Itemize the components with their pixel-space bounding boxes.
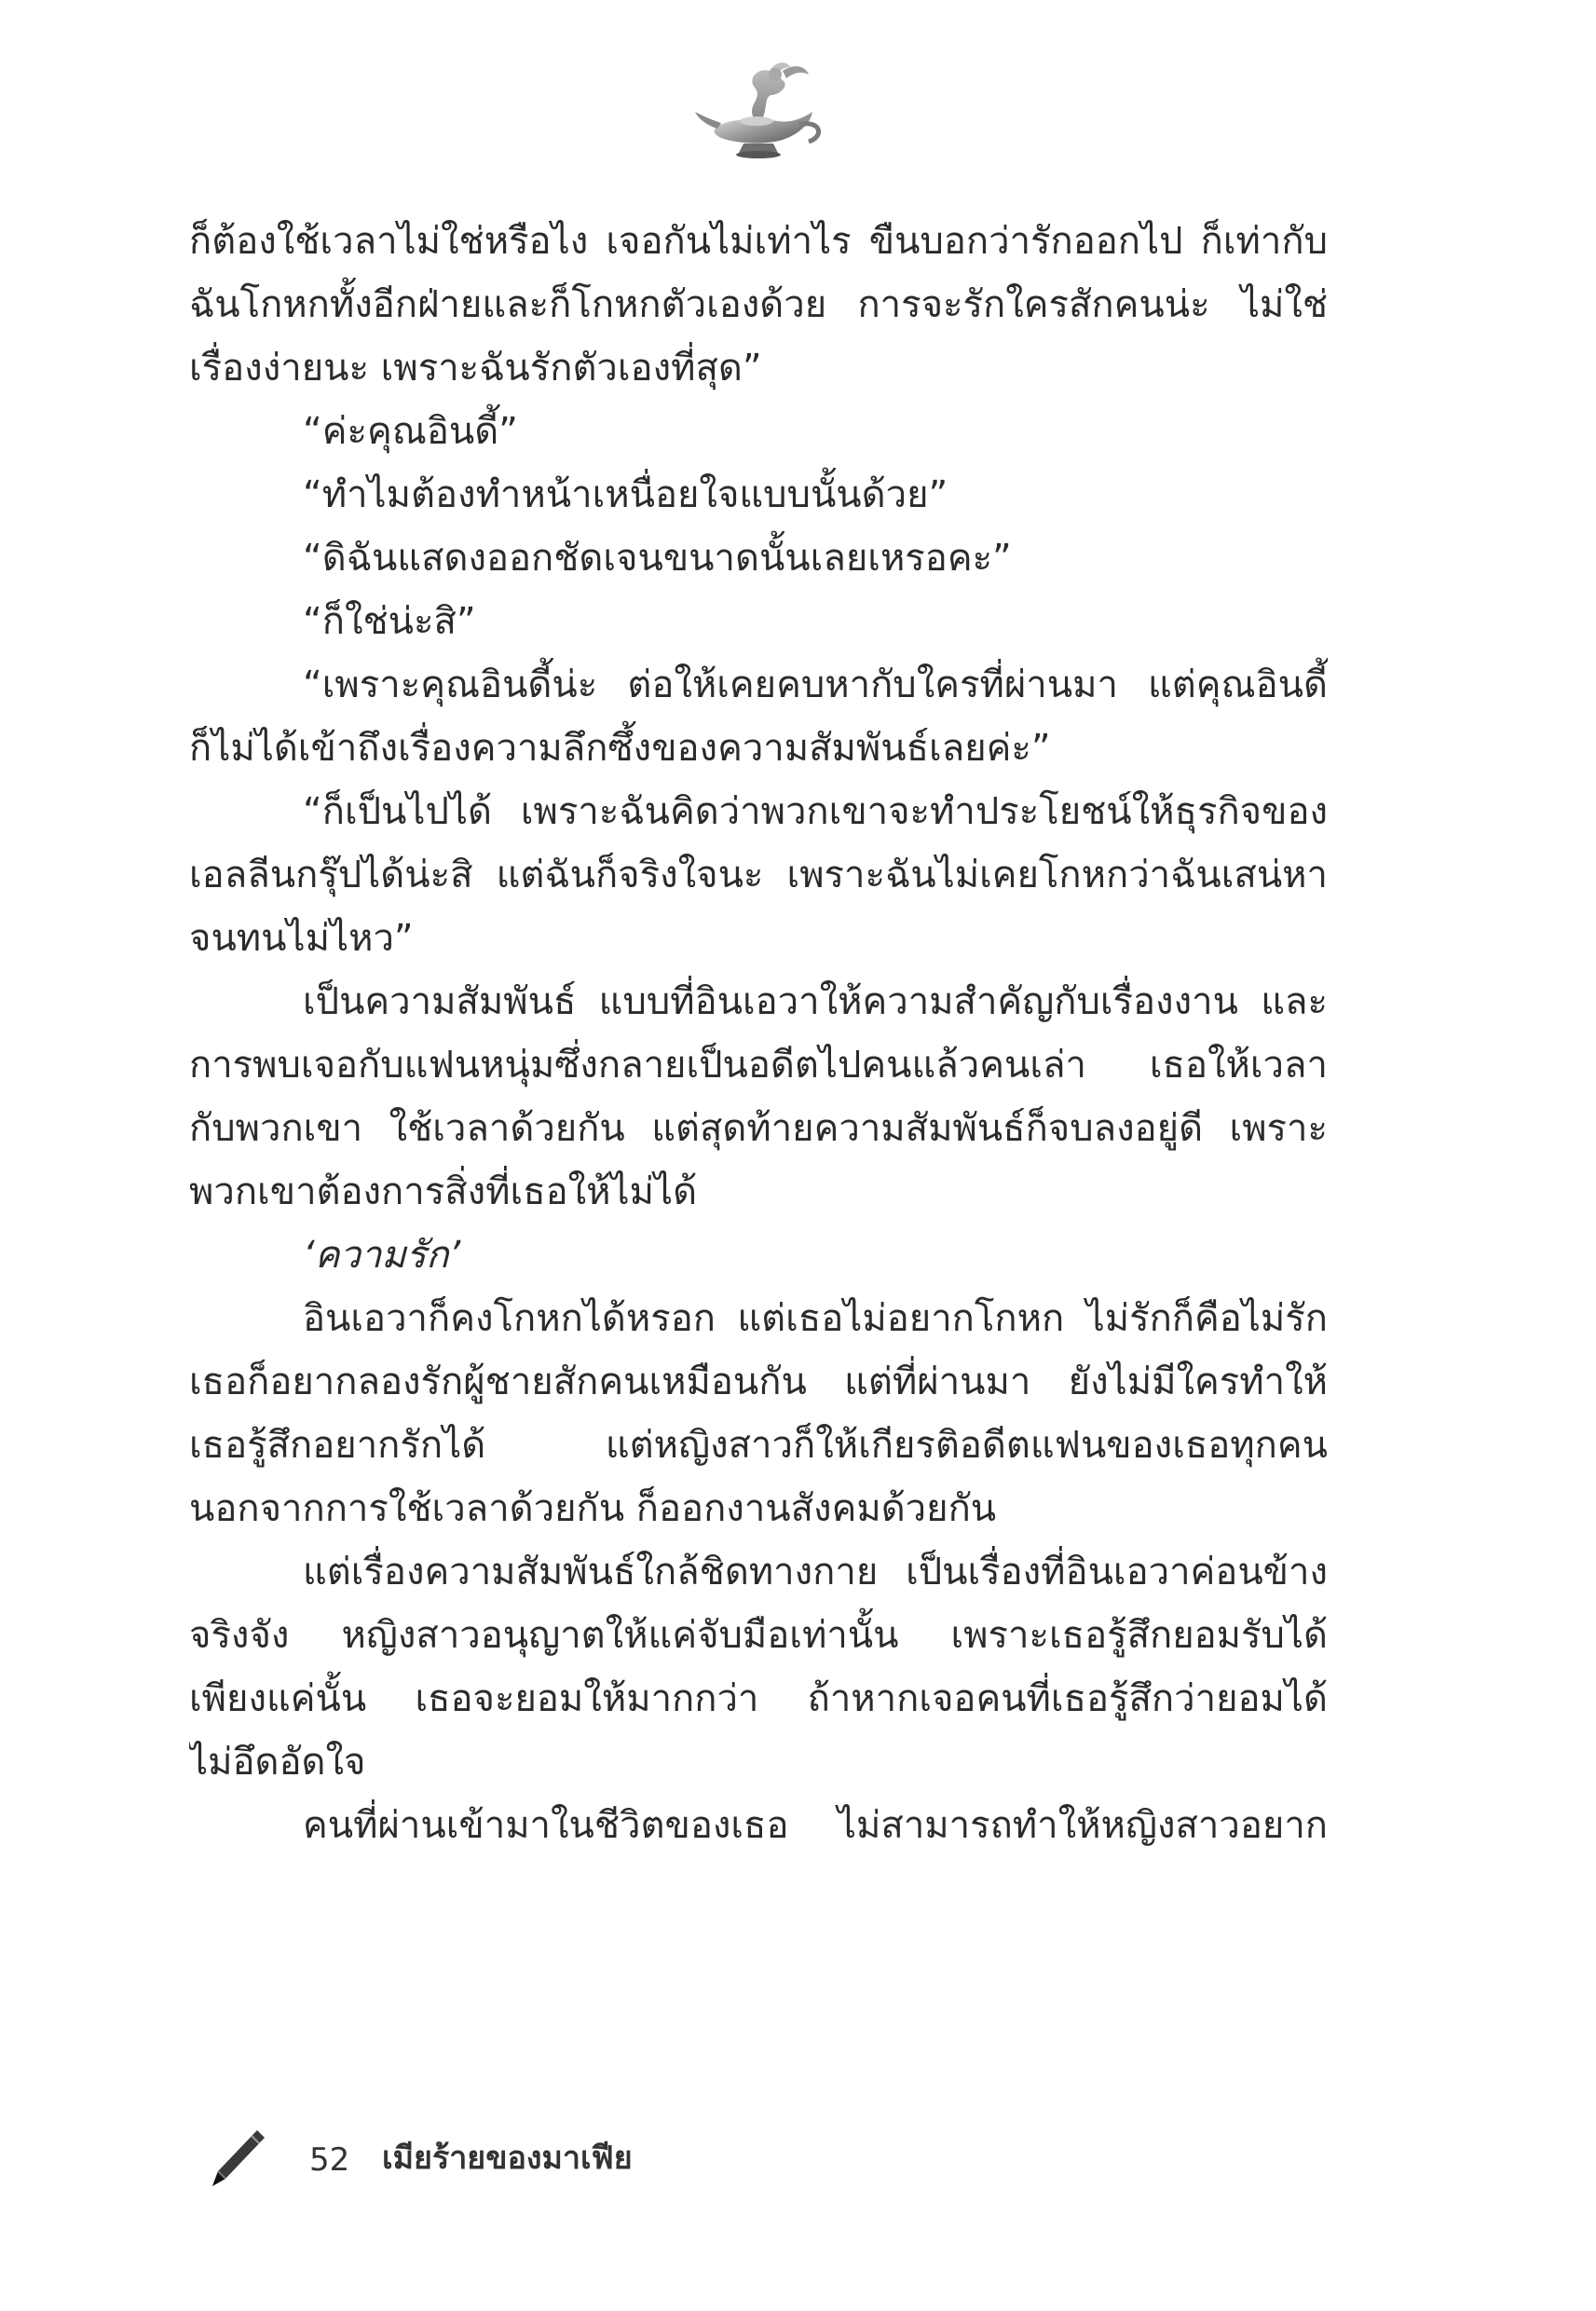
body-line: เธอรู้สึกอยากรักได้ แต่หญิงสาวก็ให้เกียรติอดีตแฟนของเธอทุกคน [189,1424,1328,1467]
book-title: เมียร้ายของมาเฟีย [382,2140,633,2177]
body-line: เรื่องง่ายนะ เพราะฉันรักตัวเองที่สุด” [189,347,762,390]
body-line: ก็ต้องใช้เวลาไม่ใช่หรือไง เจอกันไม่เท่าไร ขืนบอกว่ารักออกไป ก็เท่ากับ [189,220,1328,263]
body-line: จนทนไม่ไหว” [189,917,414,960]
body-line: แต่เรื่องความสัมพันธ์ใกล้ชิดทางกาย เป็นเรื่องที่อินเอวาค่อนข้าง [303,1551,1328,1593]
body-line: กับพวกเขา ใช้เวลาด้วยกัน แต่สุดท้ายความสัมพันธ์ก็จบลงอยู่ดี เพราะ [189,1107,1328,1150]
body-line: คนที่ผ่านเข้ามาในชีวิตของเธอ ไม่สามารถทำให้หญิงสาวอยาก [303,1804,1328,1847]
body-line: “ค่ะคุณอินดี้” [303,410,518,453]
body-line: ฉันโกหกทั้งอีกฝ่ายและก็โกหกตัวเองด้วย การจะรักใครสักคนน่ะ ไม่ใช่ [189,283,1328,326]
body-line: “เพราะคุณอินดี้น่ะ ต่อให้เคยคบหากับใครที่ผ่านมา แต่คุณอินดี้ [303,663,1328,706]
body-line: “ทำไมต้องทำหน้าเหนื่อยใจแบบนั้นด้วย” [303,473,948,516]
body-line: อินเอวาก็คงโกหกได้หรอก แต่เธอไม่อยากโกหก ไม่รักก็คือไม่รัก [303,1297,1328,1340]
body-line: พวกเขาต้องการสิ่งที่เธอให้ไม่ได้ [189,1170,698,1213]
body-text [189,210,1328,1857]
body-line: เอลลีนกรุ๊ปได้น่ะสิ แต่ฉันก็จริงใจนะ เพราะฉันไม่เคยโกหกว่าฉันเสน่หา [189,854,1328,896]
body-line: “ก็ใช่น่ะสิ” [303,600,476,643]
body-line: การพบเจอกับแฟนหนุ่มซึ่งกลายเป็นอดีตไปคนแล้วคนเล่า เธอให้เวลา [189,1044,1328,1087]
genie-lamp-icon [689,54,829,164]
pen-icon [205,2125,270,2190]
body-line: ก็ไม่ได้เข้าถึงเรื่องความลึกซึ้งของความสัมพันธ์เลยค่ะ” [189,727,1051,770]
body-line: จริงจัง หญิงสาวอนุญาตให้แค่จับมือเท่านั้น เพราะเธอรู้สึกยอมรับได้ [189,1614,1328,1657]
body-line: เป็นความสัมพันธ์ แบบที่อินเอวาให้ความสำคัญกับเรื่องงาน และ [303,980,1328,1023]
page-number: 52 [309,2141,350,2179]
body-line: “ดิฉันแสดงออกชัดเจนขนาดนั้นเลยเหรอคะ” [303,537,1012,580]
body-line: นอกจากการใช้เวลาด้วยกัน ก็ออกงานสังคมด้วยกัน [189,1487,997,1530]
body-line: เธอก็อยากลองรักผู้ชายสักคนเหมือนกัน แต่ที่ผ่านมา ยังไม่มีใครทำให้ [189,1361,1328,1403]
body-line: “ก็เป็นไปได้ เพราะฉันคิดว่าพวกเขาจะทำประโยชน์ให้ธุรกิจของ [303,790,1328,833]
body-line: ‘ความรัก’ [303,1234,461,1277]
page-footer [205,2125,950,2190]
body-line: ไม่อึดอัดใจ [189,1741,366,1784]
body-line: เพียงแค่นั้น เธอจะยอมให้มากกว่า ถ้าหากเจอคนที่เธอรู้สึกว่ายอมได้ [189,1677,1328,1720]
